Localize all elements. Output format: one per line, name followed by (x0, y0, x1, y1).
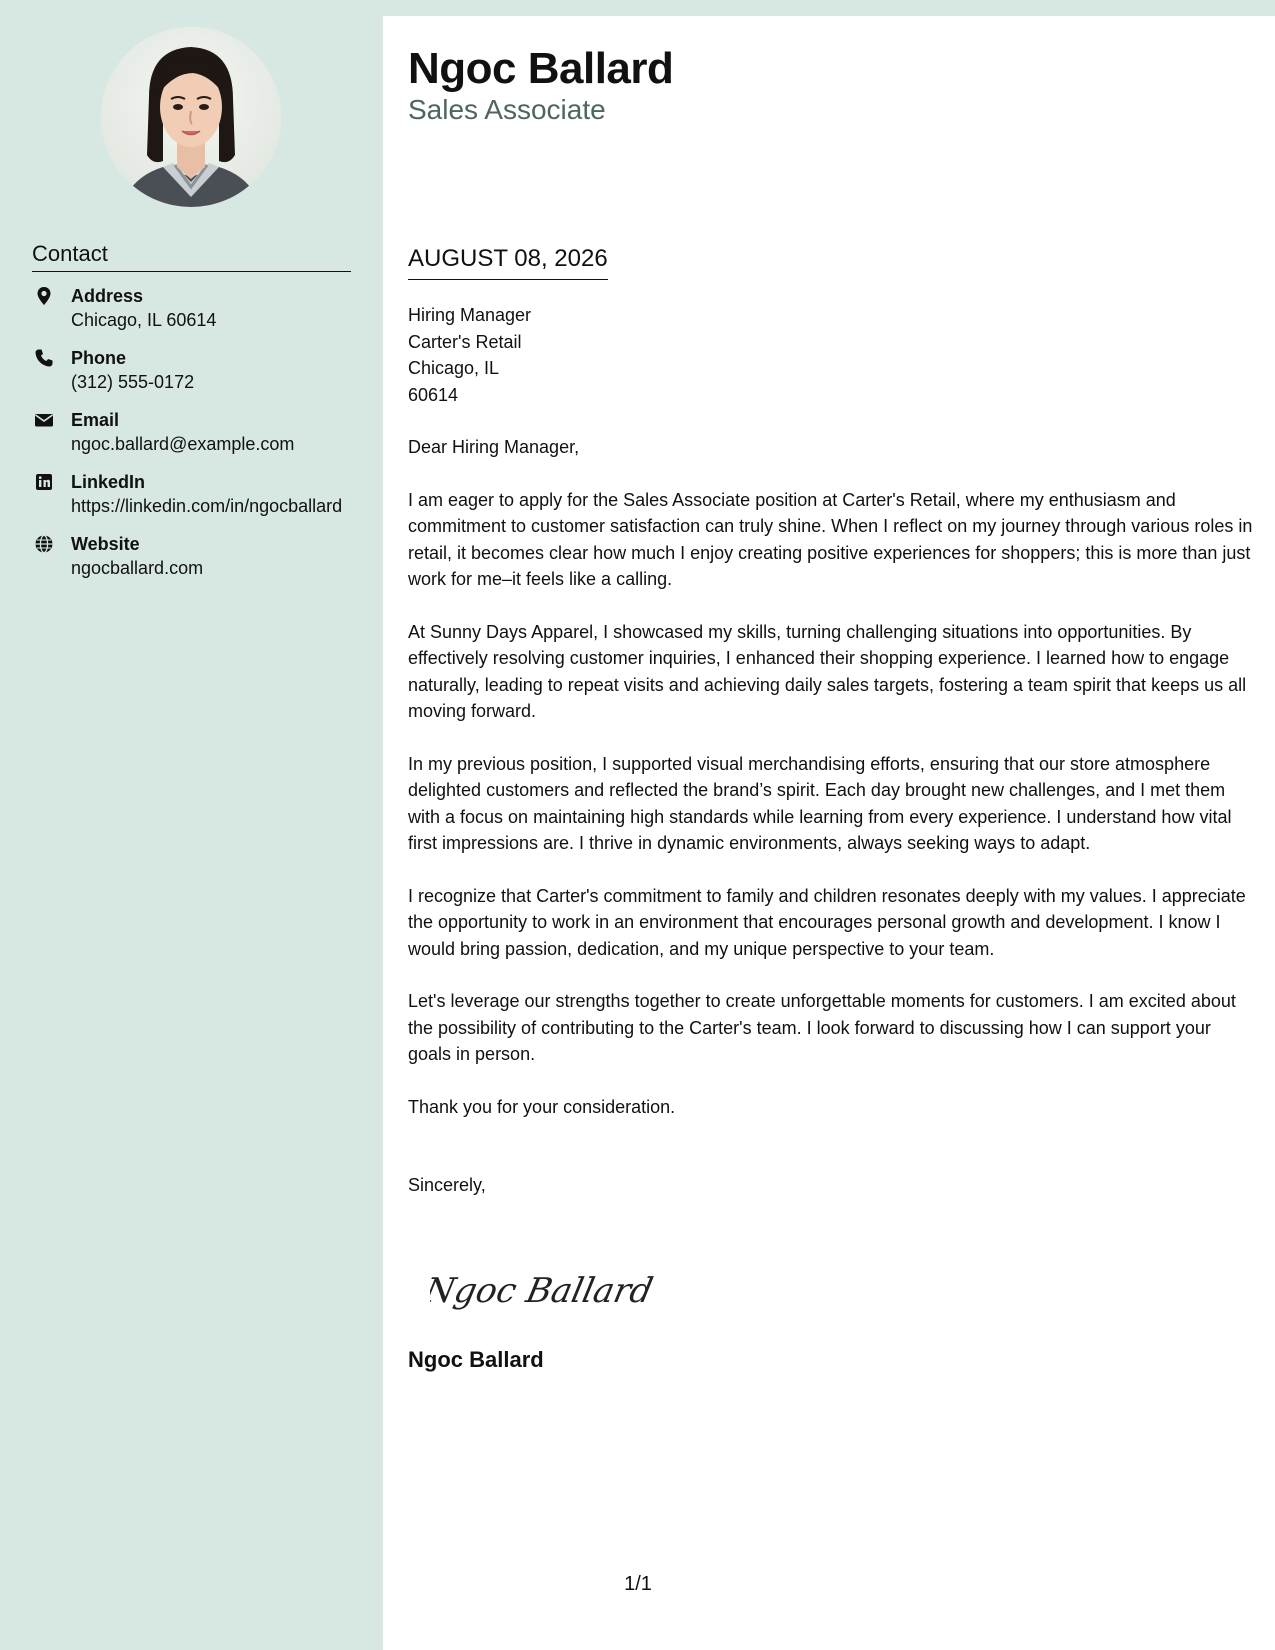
contact-item-linkedin (32, 470, 352, 519)
linkedin-icon (34, 472, 54, 492)
letter-date: AUGUST 08, 2026 (408, 243, 608, 280)
closing: Sincerely, (408, 1175, 486, 1195)
contact-value: (312) 555-0172 (71, 372, 195, 392)
body-paragraph: Thank you for your consideration. (408, 1096, 676, 1117)
handwritten-signature (430, 1258, 670, 1324)
signature-text: Ngoc Ballard (430, 1271, 657, 1311)
recipient-block (408, 302, 1253, 408)
body-paragraph: I am eager to apply for the Sales Associate position at Carter's Retail, where my enthusiasm and commitment to customer satisfaction can truly shine. When I reflect on my journey through various roles in retail, it becomes clear how much I enjoy creating positive experiences for shoppers; this is more than just work for me–it feels like a calling. (408, 489, 1253, 589)
contact-list (32, 284, 352, 594)
top-accent-strip (383, 0, 1275, 16)
body-paragraph: At Sunny Days Apparel, I showcased my skills, turning challenging situations into opportunities. By effectively resolving customer inquiries, I enhanced their shopping experience. I learned how to engage naturally, leading to repeat visits and achieving daily sales targets, fostering a team spirit that keeps us all moving forward. (408, 621, 1247, 721)
profile-photo (101, 27, 281, 207)
applicant-name: Ngoc Ballard (408, 44, 674, 93)
contact-label: LinkedIn (71, 472, 146, 492)
letter-body (408, 302, 1253, 1199)
contact-value: Chicago, IL 60614 (71, 310, 217, 330)
phone-icon (34, 348, 54, 368)
contact-value[interactable]: https://linkedin.com/in/ngocballard (71, 496, 343, 516)
contact-item-address (32, 284, 352, 333)
contact-item-phone (32, 346, 352, 395)
contact-heading: Contact (32, 240, 351, 272)
map-pin-icon (34, 286, 54, 306)
signed-name: Ngoc Ballard (408, 1347, 544, 1372)
body-paragraph: I recognize that Carter's commitment to family and children resonates deeply with my values. I appreciate the opportunity to work in an environment that encourages personal growth and development. I know I would bring passion, dedication, and my unique perspective to your team. (408, 885, 1246, 959)
body-paragraph: In my previous position, I supported visual merchandising efforts, ensuring that our store atmosphere delighted customers and reflected the brand’s spirit. Each day brought new challenges, and I met them with a focus on maintaining high standards while learning from every experience. I understand how vital first impressions are. I thrive in dynamic environments, always seeking ways to adapt. (408, 753, 1232, 853)
contact-item-email (32, 408, 352, 457)
contact-label: Website (71, 534, 140, 554)
salutation: Dear Hiring Manager, (408, 437, 580, 457)
recipient-line: Chicago, IL (408, 358, 500, 378)
contact-value: ngoc.ballard@example.com (71, 434, 295, 454)
job-title: Sales Associate (408, 94, 606, 125)
recipient-line: Hiring Manager (408, 305, 532, 325)
contact-value[interactable]: ngocballard.com (71, 558, 204, 578)
contact-label: Address (71, 286, 144, 306)
globe-icon (34, 534, 54, 554)
contact-label: Email (71, 410, 120, 430)
body-paragraph: Let's leverage our strengths together to create unforgettable moments for customers. I am excited about the possibility of contributing to the Carter's team. I look forward to discussing how I can support your goals in person. (408, 991, 1236, 1064)
contact-item-website (32, 532, 352, 581)
recipient-line: 60614 (408, 384, 459, 405)
contact-label: Phone (71, 348, 127, 368)
envelope-icon (34, 410, 54, 430)
recipient-line: Carter's Retail (408, 331, 522, 352)
page-number: 1/1 (624, 1573, 652, 1595)
